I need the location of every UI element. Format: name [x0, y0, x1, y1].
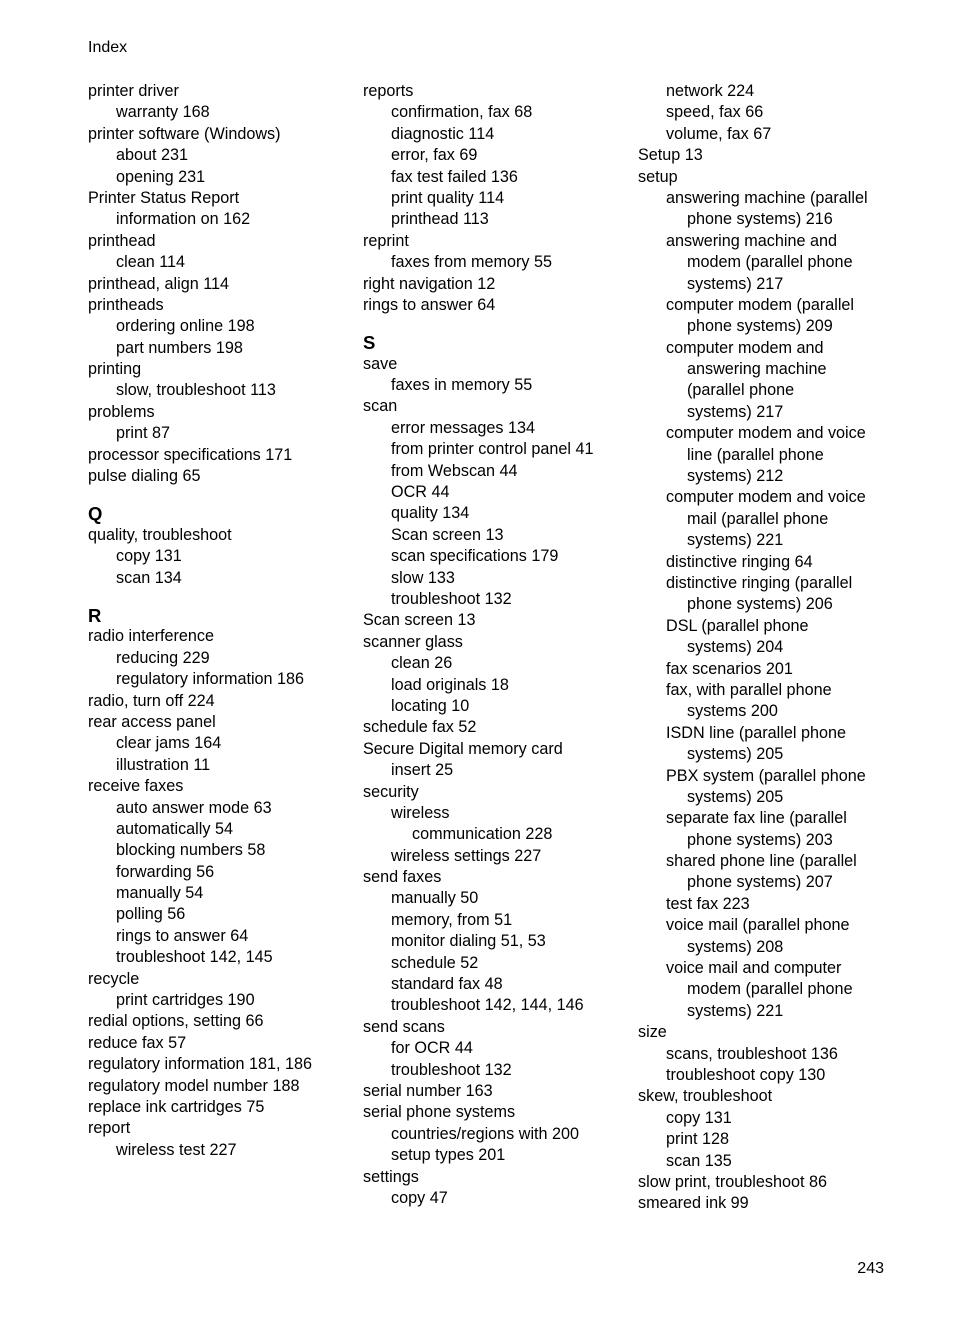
- index-subentry: faxes from memory 55: [391, 253, 553, 272]
- page-number: 243: [857, 1260, 884, 1277]
- index-subentry: computer modem and: [666, 338, 824, 357]
- index-entry-continuation: systems) 221: [687, 1001, 784, 1020]
- index-subentry: PBX system (parallel phone: [666, 766, 866, 785]
- index-subentry: wireless settings 227: [391, 846, 542, 865]
- index-entry: settings: [363, 1167, 419, 1186]
- index-entry: Printer Status Report: [88, 188, 240, 207]
- index-entry-continuation: phone systems) 206: [687, 595, 833, 614]
- index-entry: setup: [638, 167, 678, 186]
- index-subentry: confirmation, fax 68: [391, 103, 533, 122]
- index-subentry: diagnostic 114: [391, 124, 495, 143]
- index-subentry: regulatory information 186: [116, 670, 305, 689]
- index-subentry: distinctive ringing 64: [666, 552, 813, 571]
- index-entry: radio interference: [88, 627, 214, 646]
- index-subentry: forwarding 56: [116, 862, 215, 881]
- index-entry: send faxes: [363, 868, 442, 887]
- index-entry: rear access panel: [88, 712, 216, 731]
- index-subentry: troubleshoot copy 130: [666, 1065, 826, 1084]
- index-subentry: polling 56: [116, 905, 186, 924]
- index-subentry: for OCR 44: [391, 1039, 473, 1058]
- index-subentry: shared phone line (parallel: [666, 852, 857, 871]
- index-subentry: schedule 52: [391, 953, 479, 972]
- index-column-3: [638, 81, 898, 1215]
- index-entry: save: [363, 354, 398, 373]
- index-entry-continuation: systems) 217: [687, 402, 784, 421]
- index-column-2: [363, 81, 628, 1209]
- index-subentry: clean 114: [116, 253, 186, 272]
- index-entry: printer driver: [88, 82, 179, 100]
- index-subentry: answering machine and: [666, 231, 837, 250]
- index-subentry: copy 131: [666, 1108, 732, 1127]
- index-entry-continuation: phone systems) 216: [687, 210, 833, 229]
- index-subentry: scan 135: [666, 1151, 732, 1170]
- index-subentry: blocking numbers 58: [116, 841, 266, 860]
- index-entry: skew, troubleshoot: [638, 1087, 773, 1106]
- index-section-letter: R: [88, 604, 102, 626]
- index-subentry: voice mail (parallel phone: [666, 916, 850, 935]
- index-entry: size: [638, 1023, 667, 1042]
- index-entry: printhead, align 114: [88, 274, 229, 293]
- index-subentry: print cartridges 190: [116, 991, 255, 1010]
- index-subentry: ordering online 198: [116, 317, 255, 336]
- index-entry-continuation: systems 200: [687, 702, 778, 721]
- index-subentry: locating 10: [391, 696, 470, 715]
- index-subentry: speed, fax 66: [666, 103, 764, 122]
- index-subentry: part numbers 198: [116, 338, 243, 357]
- index-entry: pulse dialing 65: [88, 467, 201, 486]
- index-entry-continuation: systems) 208: [687, 937, 784, 956]
- index-subentry: communication 228: [412, 825, 553, 844]
- index-subentry: printhead 113: [391, 210, 489, 229]
- index-entry-continuation: systems) 212: [687, 467, 784, 486]
- index-subentry: wireless: [391, 803, 450, 822]
- index-entry: serial phone systems: [363, 1103, 516, 1122]
- index-subentry: setup types 201: [391, 1146, 506, 1165]
- index-entry: regulatory model number 188: [88, 1076, 300, 1095]
- index-entry: printing: [88, 360, 142, 379]
- index-entry: recycle: [88, 969, 140, 988]
- index-entry-continuation: answering machine: [687, 360, 827, 379]
- index-subentry: load originals 18: [391, 675, 509, 694]
- index-entry-continuation: systems) 204: [687, 638, 784, 657]
- index-entry-continuation: systems) 205: [687, 787, 784, 806]
- index-subentry: from printer control panel 41: [391, 440, 594, 459]
- index-subentry: from Webscan 44: [391, 461, 518, 480]
- index-entry: redial options, setting 66: [88, 1012, 264, 1031]
- index-subentry: distinctive ringing (parallel: [666, 573, 853, 592]
- index-subentry: manually 54: [116, 884, 204, 903]
- index-entry: radio, turn off 224: [88, 691, 215, 710]
- index-entry-continuation: modem (parallel phone: [687, 980, 853, 999]
- index-entry: processor specifications 171: [88, 445, 293, 464]
- index-subentry: clean 26: [391, 654, 453, 673]
- index-entry-continuation: phone systems) 209: [687, 317, 833, 336]
- index-subentry: fax test failed 136: [391, 167, 518, 186]
- index-entry: security: [363, 782, 419, 801]
- index-subentry: troubleshoot 132: [391, 1060, 512, 1079]
- index-subentry: computer modem (parallel: [666, 295, 855, 314]
- index-subentry: slow 133: [391, 568, 455, 587]
- index-subentry: error messages 134: [391, 418, 535, 437]
- index-subentry: fax scenarios 201: [666, 659, 793, 678]
- index-entry: report: [88, 1119, 131, 1138]
- index-subentry: standard fax 48: [391, 975, 503, 994]
- index-subentry: error, fax 69: [391, 146, 478, 165]
- index-subentry: slow, troubleshoot 113: [116, 381, 276, 400]
- index-entry-continuation: modem (parallel phone: [687, 253, 853, 272]
- index-entry: printer software (Windows): [88, 124, 281, 143]
- index-subentry: memory, from 51: [391, 910, 513, 929]
- index-subentry: quality 134: [391, 504, 470, 523]
- index-subentry: Scan screen 13: [391, 525, 504, 544]
- index-entry-continuation: phone systems) 203: [687, 830, 833, 849]
- index-entry: receive faxes: [88, 777, 184, 796]
- index-entry: smeared ink 99: [638, 1194, 749, 1213]
- index-subentry: scan specifications 179: [391, 547, 559, 566]
- index-entry: right navigation 12: [363, 274, 496, 293]
- index-entry-continuation: systems) 217: [687, 274, 784, 293]
- index-entry: reports: [363, 82, 414, 100]
- index-subentry: volume, fax 67: [666, 124, 772, 143]
- index-subentry: DSL (parallel phone: [666, 616, 809, 635]
- index-entry: schedule fax 52: [363, 718, 477, 737]
- index-subentry: insert 25: [391, 761, 454, 780]
- running-header: Index: [88, 39, 128, 56]
- index-subentry: illustration 11: [116, 755, 211, 774]
- index-subentry: faxes in memory 55: [391, 376, 533, 395]
- index-entry-continuation: (parallel phone: [687, 381, 795, 400]
- index-subentry: information on 162: [116, 210, 251, 229]
- index-subentry: wireless test 227: [116, 1140, 237, 1159]
- index-subentry: test fax 223: [666, 894, 750, 913]
- index-subentry: print 128: [666, 1130, 729, 1149]
- index-entry: reduce fax 57: [88, 1033, 187, 1052]
- index-subentry: warranty 168: [116, 103, 210, 122]
- index-entry-continuation: phone systems) 207: [687, 873, 833, 892]
- index-subentry: print 87: [116, 424, 170, 443]
- index-subentry: copy 131: [116, 547, 182, 566]
- index-entry-continuation: mail (parallel phone: [687, 509, 829, 528]
- index-subentry: computer modem and voice: [666, 424, 866, 443]
- index-section-letter: Q: [88, 503, 103, 525]
- index-entry-continuation: systems) 205: [687, 745, 784, 764]
- index-subentry: auto answer mode 63: [116, 798, 272, 817]
- index-subentry: print quality 114: [391, 188, 505, 207]
- index-entry-continuation: systems) 221: [687, 531, 784, 550]
- index-subentry: ISDN line (parallel phone: [666, 723, 846, 742]
- index-subentry: computer modem and voice: [666, 488, 866, 507]
- index-subentry: rings to answer 64: [116, 926, 249, 945]
- index-entry: reprint: [363, 231, 409, 250]
- index-subentry: countries/regions with 200: [391, 1124, 580, 1143]
- index-entry: quality, troubleshoot: [88, 525, 232, 544]
- index-entry: replace ink cartridges 75: [88, 1097, 265, 1116]
- index-subentry: clear jams 164: [116, 734, 222, 753]
- index-entry: problems: [88, 402, 155, 421]
- index-subentry: reducing 229: [116, 648, 210, 667]
- index-entry-continuation: line (parallel phone: [687, 445, 824, 464]
- index-entry: printhead: [88, 231, 156, 250]
- index-subentry: separate fax line (parallel: [666, 809, 847, 828]
- index-subentry: troubleshoot 142, 144, 146: [391, 996, 584, 1015]
- index-entry: printheads: [88, 295, 164, 314]
- index-entry: scanner glass: [363, 632, 463, 651]
- index-entry: send scans: [363, 1017, 445, 1036]
- index-subentry: opening 231: [116, 167, 206, 186]
- index-entry: rings to answer 64: [363, 295, 496, 314]
- index-entry: Secure Digital memory card: [363, 739, 563, 758]
- index-subentry: scan 134: [116, 568, 182, 587]
- index-entry: slow print, troubleshoot 86: [638, 1172, 827, 1191]
- index-subentry: scans, troubleshoot 136: [666, 1044, 838, 1063]
- index-subentry: copy 47: [391, 1188, 448, 1207]
- index-entry: scan: [363, 397, 398, 416]
- index-subentry: manually 50: [391, 889, 479, 908]
- index-entry: serial number 163: [363, 1081, 493, 1100]
- index-entry: Setup 13: [638, 146, 703, 165]
- index-subentry: network 224: [666, 82, 755, 100]
- index-entry: Scan screen 13: [363, 611, 476, 630]
- index-subentry: OCR 44: [391, 483, 450, 502]
- index-subentry: monitor dialing 51, 53: [391, 932, 546, 951]
- index-column-1: [88, 81, 348, 1161]
- index-subentry: automatically 54: [116, 819, 233, 838]
- index-subentry: troubleshoot 132: [391, 589, 512, 608]
- index-section-letter: S: [363, 332, 376, 354]
- index-subentry: fax, with parallel phone: [666, 680, 832, 699]
- index-entry: regulatory information 181, 186: [88, 1055, 313, 1074]
- index-subentry: answering machine (parallel: [666, 188, 868, 207]
- index-subentry: troubleshoot 142, 145: [116, 948, 273, 967]
- index-subentry: about 231: [116, 146, 189, 165]
- index-subentry: voice mail and computer: [666, 959, 842, 978]
